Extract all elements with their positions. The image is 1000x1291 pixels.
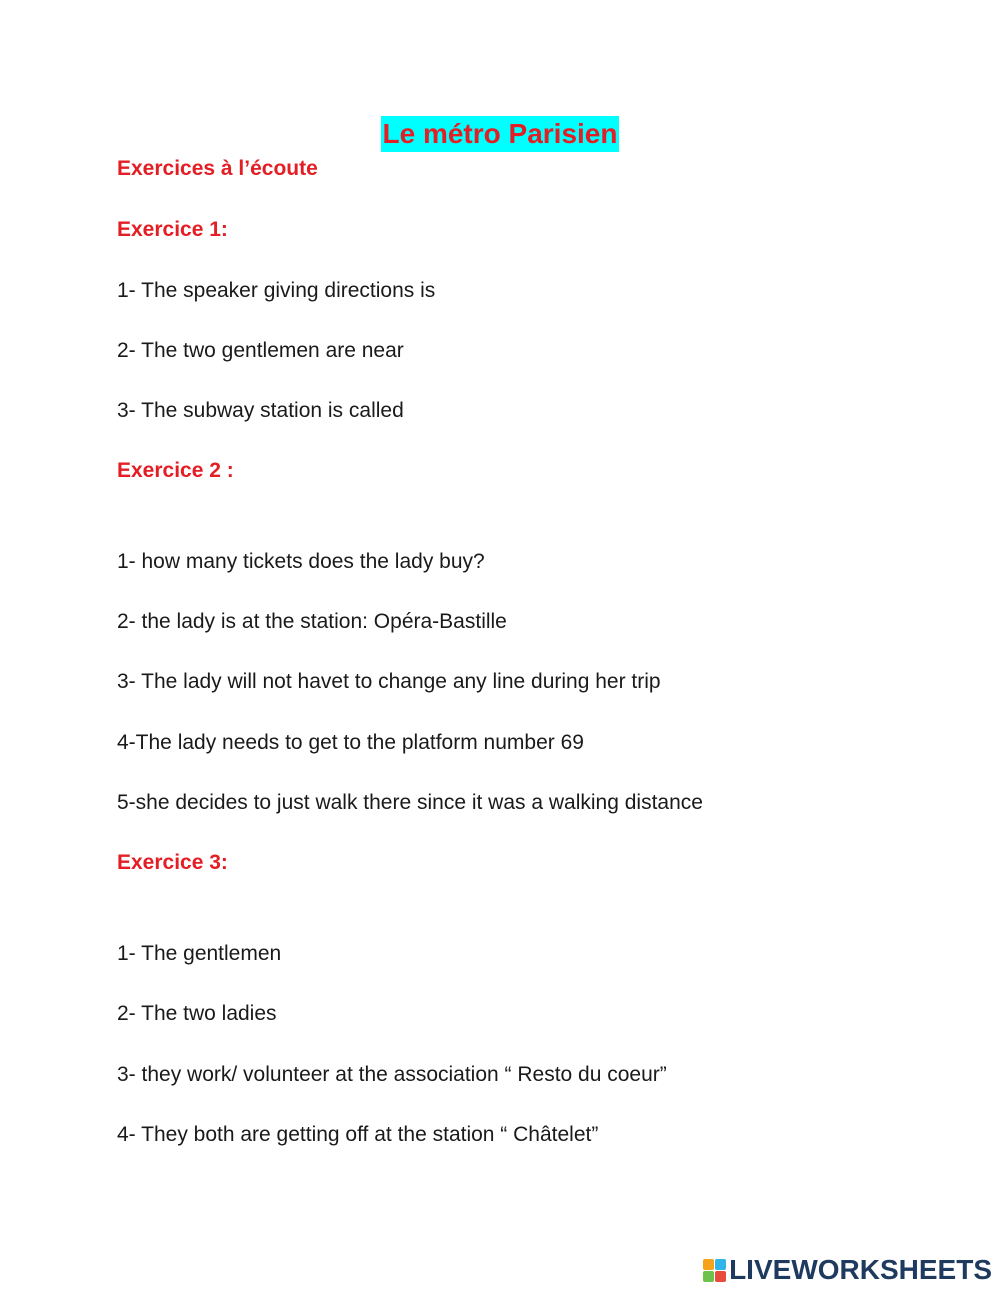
subtitle: Exercices à l’écoute	[117, 157, 318, 180]
exercise1-item: 1- The speaker giving directions is	[117, 279, 436, 302]
exercise2-item: 5-she decides to just walk there since it was a walking distance	[117, 791, 703, 814]
exercise2-item: 1- how many tickets does the lady buy?	[117, 550, 485, 573]
exercise1-item: 2- The two gentlemen are near	[117, 339, 404, 362]
exercise2-item: 3- The lady will not havet to change any line during her trip	[117, 670, 661, 693]
liveworksheets-logo-icon	[703, 1259, 726, 1282]
logo-wordmark: LIVEWORKSHEETS	[729, 1254, 992, 1285]
liveworksheets-logo[interactable]	[703, 1254, 992, 1286]
exercise1-item: 3- The subway station is called	[117, 399, 404, 422]
exercise3-item: 1- The gentlemen	[117, 942, 282, 965]
page-title-wrapper	[0, 116, 1000, 157]
exercise1-heading: Exercice 1:	[117, 218, 228, 241]
exercise3-heading: Exercice 3:	[117, 851, 228, 874]
exercise2-item: 4-The lady needs to get to the platform number 69	[117, 731, 584, 754]
exercise2-item: 2- the lady is at the station: Opéra-Bastille	[117, 610, 507, 633]
exercise3-item: 2- The two ladies	[117, 1002, 277, 1025]
exercise2-heading: Exercice 2 :	[117, 459, 234, 482]
exercise3-item: 3- they work/ volunteer at the association “ Resto du coeur”	[117, 1063, 667, 1086]
exercise3-item: 4- They both are getting off at the station “ Châtelet”	[117, 1123, 599, 1146]
page-title: Le métro Parisien	[381, 116, 620, 152]
